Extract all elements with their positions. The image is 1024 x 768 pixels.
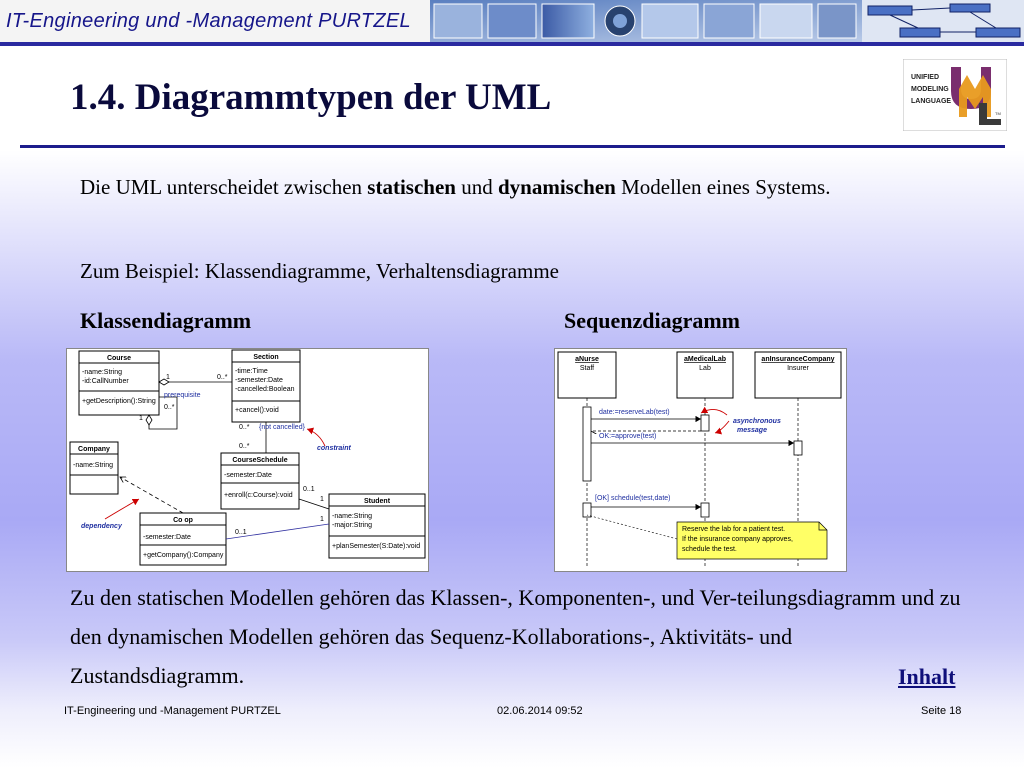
note-line-3: schedule the test. xyxy=(682,546,737,553)
title-rule xyxy=(20,145,1005,148)
svg-text:+cancel():void: +cancel():void xyxy=(235,407,279,414)
uml-logo xyxy=(903,59,1007,131)
async-label-2: message xyxy=(737,427,767,434)
class-course xyxy=(79,351,159,415)
page-title: 1.4. Diagrammtypen der UML xyxy=(70,77,552,118)
svg-text:anInsuranceCompany: anInsuranceCompany xyxy=(761,356,835,363)
mult-01a: 0..1 xyxy=(303,486,315,493)
mult-1c: 1 xyxy=(320,496,324,503)
footer-date: 02.06.2014 09:52 xyxy=(497,705,583,717)
mult-0star-d: 0..* xyxy=(239,443,250,450)
msg-schedule: [OK] schedule(test,date) xyxy=(595,495,671,502)
dependency-label: dependency xyxy=(81,523,122,530)
mult-0star-c: 0..* xyxy=(239,424,250,431)
summary-paragraph: Zu den statischen Modellen gehören das Klassen-, Komponenten-, und Ver-teilungsdiagramm und zu den dynamischen Modellen gehören das Sequenz-Kollaborations-, Aktivitäts- und Zustandsdiagramm. xyxy=(70,585,961,688)
msg-reserve-lab: date:=reserveLab(test) xyxy=(599,409,670,416)
svg-text:UNIFIED: UNIFIED xyxy=(911,74,939,81)
svg-text:Company: Company xyxy=(78,446,110,453)
mult-01b: 0..1 xyxy=(235,529,247,536)
banner-image-strip xyxy=(430,0,1024,42)
intro-text-1: Die UML unterscheidet zwischen xyxy=(80,175,368,199)
svg-text:Lab: Lab xyxy=(699,365,711,372)
svg-text:TM: TM xyxy=(995,111,1001,116)
lifeline-nurse xyxy=(558,352,616,398)
svg-text:-name:String: -name:String xyxy=(332,513,373,520)
intro-bold-dynamic: dynamischen xyxy=(497,175,616,199)
sequence-diagram-heading: Sequenzdiagramm xyxy=(564,308,740,333)
svg-text:-major:String: -major:String xyxy=(332,522,373,529)
mult-1b: 1 xyxy=(139,415,143,422)
lifeline-lab xyxy=(677,352,733,398)
note-box xyxy=(587,515,827,559)
note-line-1: Reserve the lab for a patient test. xyxy=(682,526,786,533)
constraint-label: constraint xyxy=(317,445,351,452)
svg-text:MODELING: MODELING xyxy=(911,86,949,93)
svg-text:+getCompany():Company: +getCompany():Company xyxy=(143,552,224,559)
inhalt-link[interactable]: Inhalt xyxy=(898,664,956,689)
example-paragraph: Zum Beispiel: Klassendiagramme, Verhaltensdiagramme xyxy=(80,259,559,283)
intro-text-3: Modellen eines Systems. xyxy=(615,175,831,199)
class-student xyxy=(329,494,425,558)
intro-text-2: und xyxy=(455,175,498,199)
class-diagram-heading: Klassendiagramm xyxy=(80,308,252,333)
prerequisite-label: prerequisite xyxy=(164,392,201,399)
lifeline-insurer xyxy=(755,352,841,398)
svg-text:-name:String: -name:String xyxy=(82,369,123,376)
async-label-1: asynchronous xyxy=(733,418,781,425)
intro-bold-static: statischen xyxy=(367,175,456,199)
svg-text:-time:Time: -time:Time xyxy=(235,368,268,375)
banner-title: IT-Engineering und -Management PURTZEL xyxy=(0,0,430,42)
class-company xyxy=(70,442,118,494)
class-coop xyxy=(140,513,226,565)
svg-text:-semester:Date: -semester:Date xyxy=(235,377,283,384)
svg-text:Course: Course xyxy=(106,355,132,362)
mult-0star-a: 0..* xyxy=(217,374,228,381)
svg-text:-semester:Date: -semester:Date xyxy=(224,472,272,479)
svg-text:+enroll(c:Course):void: +enroll(c:Course):void xyxy=(224,492,293,499)
svg-text:Student: Student xyxy=(363,498,391,505)
sequence-diagram-svg xyxy=(555,349,846,571)
svg-text:-name:String: -name:String xyxy=(73,462,114,469)
svg-text:Section: Section xyxy=(253,354,279,361)
footer-company: IT-Engineering und -Management PURTZEL xyxy=(64,705,281,717)
mult-0star-b: 0..* xyxy=(164,404,175,411)
note-line-2: If the insurance company approves, xyxy=(682,536,793,543)
svg-text:-semester:Date: -semester:Date xyxy=(143,534,191,541)
svg-text:+getDescription():String: +getDescription():String xyxy=(82,398,156,405)
mult-1a: 1 xyxy=(166,374,170,381)
class-courseschedule xyxy=(221,453,299,509)
svg-text:-cancelled:Boolean: -cancelled:Boolean xyxy=(235,386,295,393)
svg-text:Co op: Co op xyxy=(173,517,193,524)
class-diagram-svg xyxy=(67,349,428,571)
svg-text:Staff: Staff xyxy=(579,365,595,372)
svg-text:+planSemester(S:Date):void: +planSemester(S:Date):void xyxy=(332,543,421,550)
svg-text:-id:CallNumber: -id:CallNumber xyxy=(82,378,129,385)
intro-paragraph xyxy=(80,172,960,203)
svg-text:aMedicalLab: aMedicalLab xyxy=(683,356,727,363)
header-banner xyxy=(0,0,1024,48)
sequence-diagram xyxy=(554,348,847,572)
svg-text:LANGUAGE: LANGUAGE xyxy=(911,98,952,105)
svg-text:aNurse: aNurse xyxy=(575,356,599,363)
class-diagram xyxy=(66,348,429,572)
mult-1d: 1 xyxy=(320,516,324,523)
banner-rule xyxy=(0,42,1024,46)
svg-text:CourseSchedule: CourseSchedule xyxy=(232,457,288,464)
not-cancelled-label: {not cancelled} xyxy=(259,424,305,431)
footer-page-number: Seite 18 xyxy=(921,705,962,717)
msg-approve: OK:=approve(test) xyxy=(599,433,657,440)
svg-text:Insurer: Insurer xyxy=(787,365,809,372)
class-section xyxy=(232,350,300,422)
